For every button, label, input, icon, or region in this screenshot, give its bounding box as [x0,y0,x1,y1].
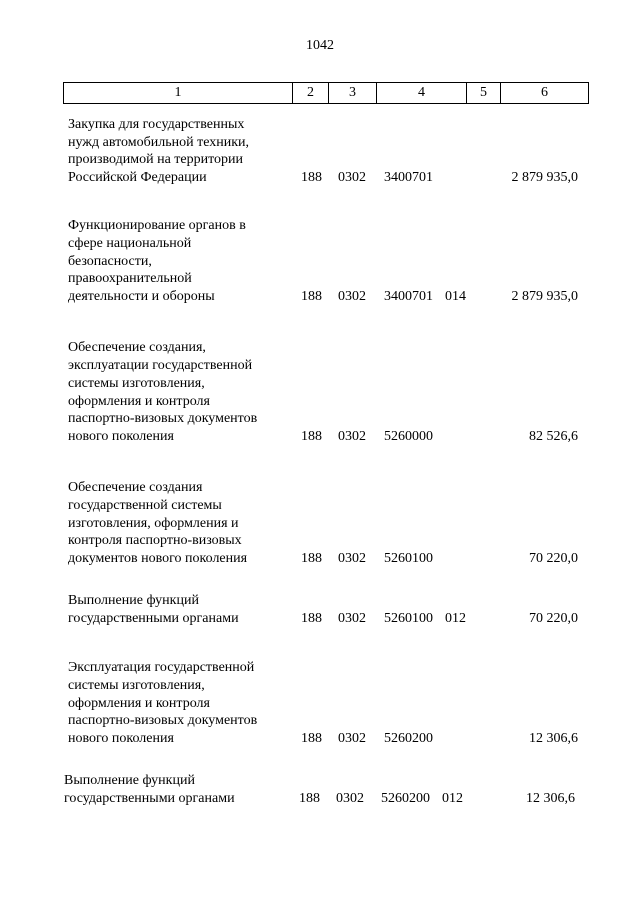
table-row [0,660,640,748]
table-row [0,480,640,568]
cell-col-2: 188 [301,611,322,627]
cell-col-3: 0302 [338,429,366,445]
header-col-3: 3 [328,83,376,103]
cell-col-4: 3400701 [384,170,433,186]
table-row [0,218,640,306]
cell-col-3: 0302 [338,611,366,627]
cell-col-4: 5260100 [384,611,433,627]
cell-col-6: 12 306,6 [529,731,578,747]
cell-col-2: 188 [301,731,322,747]
header-col-4: 4 [376,83,466,103]
cell-col-6: 70 220,0 [529,611,578,627]
cell-col-3: 0302 [338,289,366,305]
cell-col-3: 0302 [336,791,364,807]
cell-col-5: 012 [445,611,466,627]
cell-col-5: 012 [442,791,463,807]
row-description: Обеспечение создания, эксплуатации государственной системы изготовления, оформления и контроля паспортно-визовых документов нового поколения [68,340,258,445]
cell-col-4: 5260200 [384,731,433,747]
header-col-6: 6 [500,83,588,103]
cell-col-3: 0302 [338,170,366,186]
row-description: Выполнение функций государственными органами [68,593,239,627]
cell-col-2: 188 [301,429,322,445]
header-col-1: 1 [174,85,182,100]
cell-col-2: 188 [299,791,320,807]
cell-col-4: 5260100 [384,551,433,567]
cell-col-2: 188 [301,170,322,186]
table-row [0,772,640,808]
cell-col-4: 5260000 [384,429,433,445]
row-description: Функционирование органов в сфере национальной безопасности, правоохранительной деятельности и обороны [68,218,246,305]
cell-col-6: 82 526,6 [529,429,578,445]
header-col-2: 2 [292,83,328,103]
cell-col-3: 0302 [338,551,366,567]
table-header [63,82,589,104]
page-number: 1042 [306,38,334,53]
cell-col-5: 014 [445,289,466,305]
cell-col-6: 70 220,0 [529,551,578,567]
cell-col-2: 188 [301,289,322,305]
row-description: Выполнение функций государственными органами [64,773,235,807]
cell-col-4: 5260200 [381,791,430,807]
cell-col-6: 2 879 935,0 [511,289,578,305]
cell-col-3: 0302 [338,731,366,747]
cell-col-6: 12 306,6 [526,791,575,807]
cell-col-6: 2 879 935,0 [511,170,578,186]
row-description: Обеспечение создания государственной системы изготовления, оформления и контроля паспортно-визовых документов нового поколения [68,480,248,567]
table-row [0,340,640,446]
header-col-5: 5 [466,83,500,103]
table-row [0,112,640,187]
cell-col-4: 3400701 [384,289,433,305]
cell-col-2: 188 [301,551,322,567]
row-description: Закупка для государственных нужд автомобильной техники, производимой на территории Российской Федерации [68,116,250,186]
row-description: Эксплуатация государственной системы изготовления, оформления и контроля паспортно-визовых документов нового поколения [68,660,258,747]
table-row [0,592,640,628]
